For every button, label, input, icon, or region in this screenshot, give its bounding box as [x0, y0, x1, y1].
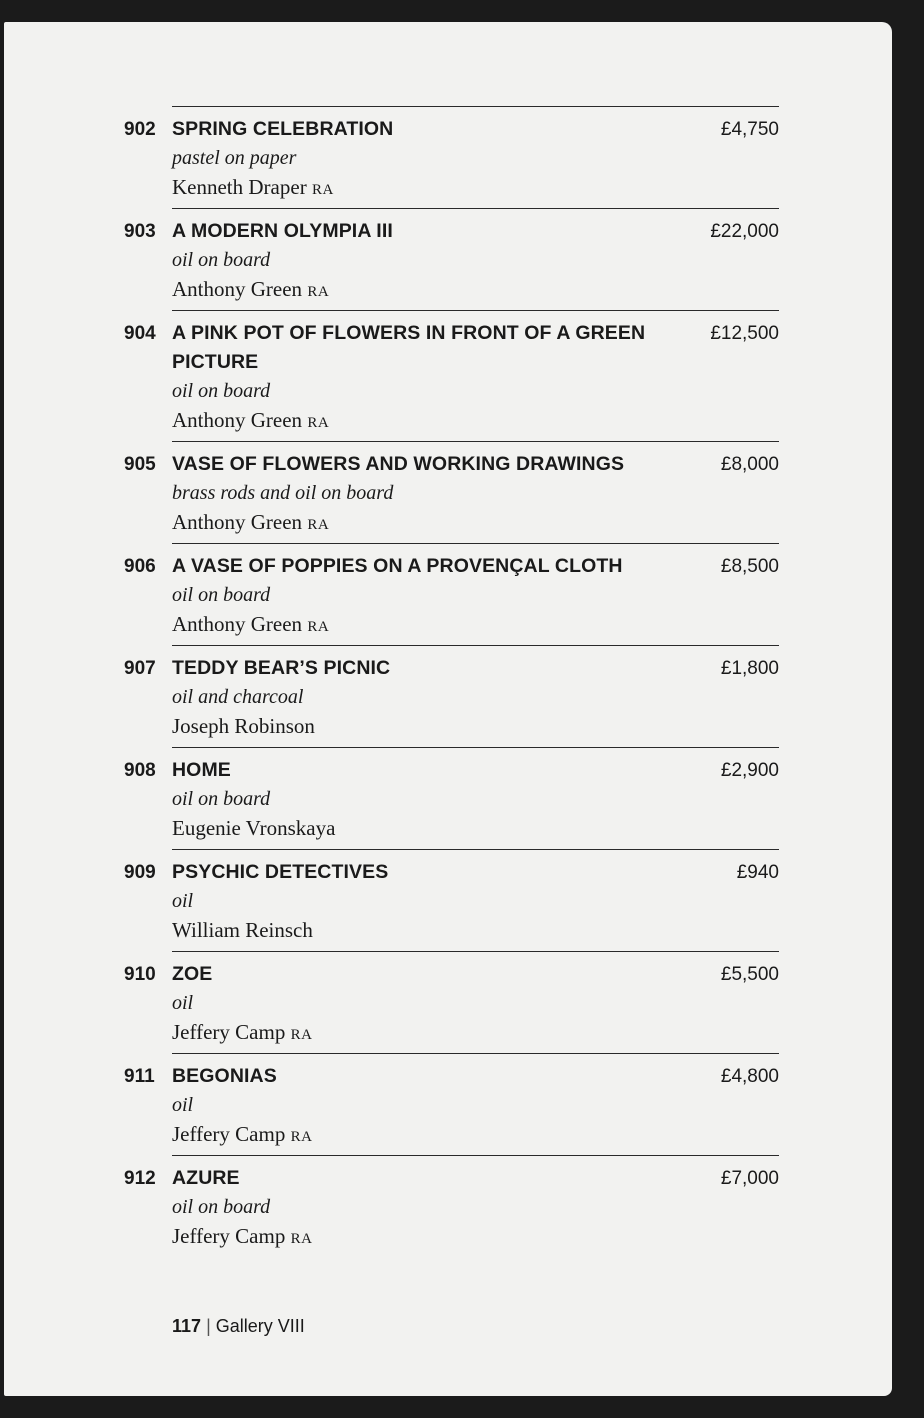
entry-artist — [172, 610, 779, 645]
artist-name: Anthony Green — [172, 408, 303, 432]
entry-price: £8,000 — [720, 454, 779, 475]
catalogue-entry — [124, 849, 779, 951]
entry-medium: oil on board — [172, 249, 271, 271]
entry-number: 902 — [124, 119, 156, 140]
catalogue-entry — [124, 747, 779, 849]
entry-artist — [172, 1120, 779, 1155]
entry-medium: oil on board — [172, 584, 271, 606]
entry-title: A VASE OF POPPIES ON A PROVENÇAL CLOTH — [172, 555, 623, 577]
entry-title: VASE OF FLOWERS AND WORKING DRAWINGS — [172, 453, 625, 475]
entry-title: TEDDY BEAR’S PICNIC — [172, 657, 391, 679]
ra-suffix: RA — [307, 619, 330, 635]
ra-suffix: RA — [290, 1231, 313, 1247]
entry-price: £7,000 — [720, 1168, 779, 1189]
entry-medium: pastel on paper — [172, 147, 297, 169]
page-footer — [172, 1316, 305, 1337]
ra-suffix: RA — [307, 284, 330, 300]
entry-price: £22,000 — [710, 221, 779, 242]
entry-title: AZURE — [172, 1167, 240, 1189]
ra-suffix: RA — [311, 182, 334, 198]
artist-name: Eugenie Vronskaya — [172, 816, 336, 840]
entry-number: 905 — [124, 454, 156, 475]
page-number: 117 — [172, 1316, 202, 1336]
catalogue-entry — [124, 645, 779, 747]
catalogue-entry — [124, 310, 779, 441]
entry-price: £5,500 — [720, 964, 779, 985]
entry-artist — [172, 916, 779, 951]
catalogue-entry — [124, 1155, 779, 1257]
artist-name: Anthony Green — [172, 510, 303, 534]
entry-title: A MODERN OLYMPIA III — [172, 220, 393, 242]
entry-artist — [172, 712, 779, 747]
entry-number: 910 — [124, 964, 156, 985]
entry-title: SPRING CELEBRATION — [172, 118, 394, 140]
catalogue-page — [4, 22, 892, 1396]
entry-title: BEGONIAS — [172, 1065, 277, 1087]
artist-name: Anthony Green — [172, 612, 303, 636]
entry-price: £940 — [736, 862, 779, 883]
ra-suffix: RA — [290, 1129, 313, 1145]
entry-artist — [172, 508, 779, 543]
ra-suffix: RA — [307, 517, 330, 533]
entry-price: £1,800 — [720, 658, 779, 679]
entry-medium: oil on board — [172, 788, 271, 810]
entry-price: £2,900 — [720, 760, 779, 781]
entry-number: 906 — [124, 556, 156, 577]
entry-title: HOME — [172, 759, 231, 781]
entry-medium: oil — [172, 1094, 194, 1116]
entry-price: £4,750 — [720, 119, 779, 140]
artist-name: Jeffery Camp — [172, 1122, 286, 1146]
entry-title: A PINK POT OF FLOWERS IN FRONT OF A GREEN PICTURE — [172, 322, 646, 373]
catalogue-entry — [124, 951, 779, 1053]
entry-artist — [172, 1018, 779, 1053]
entry-artist — [172, 814, 779, 849]
entry-number: 912 — [124, 1168, 156, 1189]
entry-number: 911 — [124, 1066, 155, 1087]
entry-price: £4,800 — [720, 1066, 779, 1087]
artist-name: William Reinsch — [172, 918, 313, 942]
entry-title: PSYCHIC DETECTIVES — [172, 861, 389, 883]
entry-number: 907 — [124, 658, 156, 679]
entry-medium: oil — [172, 890, 194, 912]
entry-artist — [172, 406, 779, 441]
entry-price: £8,500 — [720, 556, 779, 577]
footer-separator: | — [206, 1316, 211, 1336]
artist-name: Anthony Green — [172, 277, 303, 301]
catalogue-entry — [124, 543, 779, 645]
artist-name: Jeffery Camp — [172, 1224, 286, 1248]
entry-medium: oil — [172, 992, 194, 1014]
artist-name: Jeffery Camp — [172, 1020, 286, 1044]
catalogue-entry — [124, 106, 779, 208]
entry-artist — [172, 275, 779, 310]
entry-number: 904 — [124, 323, 156, 344]
entry-medium: oil on board — [172, 1196, 271, 1218]
entry-number: 909 — [124, 862, 156, 883]
entry-number: 908 — [124, 760, 156, 781]
catalogue-entry — [124, 208, 779, 310]
artist-name: Kenneth Draper — [172, 175, 307, 199]
ra-suffix: RA — [290, 1027, 313, 1043]
entry-title: ZOE — [172, 963, 213, 985]
entry-price: £12,500 — [710, 323, 779, 344]
artist-name: Joseph Robinson — [172, 714, 315, 738]
catalogue-entries — [4, 106, 892, 1257]
catalogue-entry — [124, 1053, 779, 1155]
entry-medium: oil on board — [172, 380, 271, 402]
gallery-name: Gallery VIII — [215, 1316, 305, 1336]
entry-artist — [172, 173, 779, 208]
catalogue-entry — [124, 441, 779, 543]
entry-medium: oil and charcoal — [172, 686, 304, 708]
ra-suffix: RA — [307, 415, 330, 431]
entry-artist — [172, 1222, 779, 1257]
entry-medium: brass rods and oil on board — [172, 482, 394, 504]
entry-number: 903 — [124, 221, 156, 242]
